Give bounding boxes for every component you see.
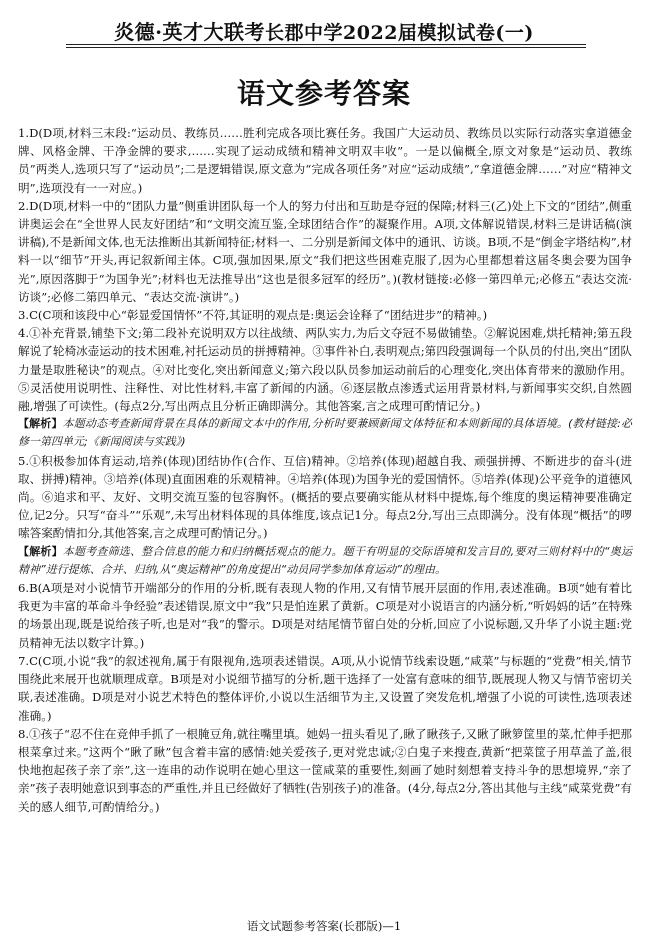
header-rule-thick: [66, 44, 586, 45]
analysis-tag: 【解析】: [18, 417, 63, 431]
answer-item-8: [18, 725, 632, 816]
item-number: 4.: [18, 326, 30, 341]
item-text: ①补充背景,铺垫下文;第二段补充说明双方以往战绩、两队实力,为后文夺冠不易做铺垫。②解说困难,烘托精神;第五段解说了轮椅冰壶运动的技术困难,衬托运动员的拼搏精神。③事件补白,表明观点;第四段强调每一个队员的付出,突出“团队力量是取胜秘诀”的观点。④对比变化,突出新闻意义;第六段以队员参加运动前后的心理变化,突出体育带来的激励作用。⑤灵活使用说明性、注释性、对比性材料,丰富了新闻的内涵。⑥逐层散点渗透式运用背景材料,与新闻事实交织,自然圆融,增强了可读性。(每点2分,写出两点且分析正确即满分。其他答案,言之成理可酌情记分。): [18, 326, 632, 414]
exam-header: [0, 16, 648, 45]
answer-item-2: [18, 197, 632, 306]
item-number: 3.: [18, 308, 30, 323]
answer-item-5: [18, 452, 632, 543]
brand-name: 炎德·英才大联考: [114, 20, 266, 44]
analysis-block-1: [18, 415, 632, 451]
item-text: C(C项,小说“我”的叙述视角,属于有限视角,选项表述错误。A项,从小说情节线索设题,“咸菜”与标题的“党费”相关,情节围绕此来展开也就顺理成章。B项是对小说细节描写的分析,题干选择了一处富有意味的细节,既展现人物又与情节密切关联,表述准确。D项是对小说艺术特色的整体评价,小说以生活细节为主,又设置了突发危机,增强了小说的可读性,选项表述准确。): [18, 653, 632, 723]
page-footer: 语文试题参考答案(长郡版)—1: [246, 919, 402, 933]
item-text: C(C项和该段中心“彰显爱国情怀”不符,其证明的观点是:奥运会诠释了“团结进步”的精神。): [29, 308, 488, 323]
item-text: D(D项,材料一中的“团队力量”侧重讲团队每一个人的努力付出和互助是夺冠的保障;材料三(乙)处上下文的“团结”,侧重讲奥运会在“全世界人民友好团结”和“文明交流互鉴,全球团结合作”的凝聚作用。A项,文体解说错误,材料三是讲话稿(演讲稿),不是新闻文体,也无法推断出其新闻特征;材料一、二分别是新闻文体中的通讯、访谈。B项,不是“倒金字塔结构”,材料一以“细节”开头,再记叙新闻主体。C项,强加因果,原文“我们把这些困难克服了,因为心里都想着这届冬奥会要为国争光”,原因落脚于“为国争光”;材料也无法推导出“这也是很多冠军的经历”。)(教材链接:必修一第四单元;必修五“表达交流·访谈”;必修二第四单元、“表达交流·演讲”。): [18, 198, 632, 304]
item-text: D(D项,材料三末段:“运动员、教练员……胜利完成各项比赛任务。我国广大运动员、教练员以实际行动落实拿道德金牌、风格金牌、干净金牌的要求,……实现了运动成绩和精神文明双丰收”。一是以偏概全,原文对象是“运动员、教练员”两类人,选项只写了“运动员”;二是逻辑错误,原文意为“完成各项任务”对应“运动成绩”,“拿道德金牌……”对应“精神文明”,选项没有一一对应。): [18, 126, 632, 195]
document-title: 语文参考答案: [236, 77, 411, 110]
answer-item-4: [18, 324, 632, 415]
answer-item-1: [18, 124, 632, 197]
exam-title: 长郡中学2022届模拟试卷(一): [265, 22, 534, 44]
item-number: 2.: [18, 198, 30, 213]
item-text: ①孩子“忍不住在竞伸手抓了一根腌豆角,就往嘴里填。她妈一扭头看见了,瞅了瞅孩子,又瞅了瞅箩筐里的菜,忙伸手把那根菜拿过来。”这两个“瞅了瞅”包含着丰富的感情:她关爱孩子,更对党忠诚;②白鬼子来搜查,黄新“把菜筐子用草盖了盖,很快地抱起孩子亲了亲”,这一连串的动作说明在她心里这一筐咸菜的重要性,刻画了她时刻想着支持斗争的思想境界,“亲了亲”孩子表明她意识到事态的严重性,并且已经做好了牺牲(告别孩子)的准备。(4分,每点2分,答出其他与主线“咸菜党费”有关的感人细节,可酌情给分。): [18, 726, 632, 814]
item-text: ①积极参加体育运动,培养(体现)团结协作(合作、互信)精神。②培养(体现)超越自我、顽强拼搏、不断进步的奋斗(进取、拼搏)精神。③培养(体现)直面困难的乐观精神。④培养(体现)为国争光的爱国情怀。⑤培养(体现)公平竞争的道德风尚。⑥追求和平、友好、文明交流互鉴的包容胸怀。(概括的要点要确实能从材料中提炼,每个维度的奥运精神要准确定位,记2分。只写“奋斗”“乐观”,未写出材料体现的具体维度,该点记1分。每点2分,写出三点即满分。没有体现“概括”的啰嗦答案酌情扣分,其他答案,言之成理可酌情记分。): [18, 453, 632, 541]
item-number: 6.: [18, 581, 30, 596]
item-number: 1.: [18, 126, 30, 140]
analysis-text: 本题动态考查新闻背景在具体的新闻文本中的作用,分析时要兼顾新闻文体特征和本则新闻的具体语境。(教材链接:必修一第四单元;《新闻阅读与实践》): [18, 417, 632, 449]
analysis-block-2: [18, 543, 632, 579]
answer-item-7: [18, 652, 632, 725]
item-number: 7.: [18, 653, 30, 668]
analysis-tag: 【解析】: [18, 544, 63, 558]
answer-item-3: [18, 306, 632, 324]
analysis-text: 本题考查筛选、整合信息的能力和归纳概括观点的能力。题干有明显的交际语境和发言目的,要对三则材料中的“奥运精神”进行提炼、合并、归纳,从“奥运精神”的角度提出“动员同学参加体育运动”的理由。: [18, 544, 632, 576]
answer-content: [18, 124, 632, 816]
item-number: 5.: [18, 453, 30, 468]
item-number: 8.: [18, 726, 30, 741]
item-text: B(A项是对小说情节开端部分的作用的分析,既有表现人物的作用,又有情节展开层面的作用,表述准确。B项“她有着比我更为丰富的革命斗争经验”表述错误,原文中“我”只是怕连累了黄新。C项是对小说语言的内涵分析,“听妈妈的话”在特殊的场景出现,既是说给孩子听,也是对“我”的警示。D项是对结尾情节留白处的分析,回应了小说标题,又升华了小说主题:党员精神无法以数字计算。): [18, 581, 632, 650]
answer-item-6: [18, 579, 632, 652]
header-rule-thin: [66, 47, 586, 48]
